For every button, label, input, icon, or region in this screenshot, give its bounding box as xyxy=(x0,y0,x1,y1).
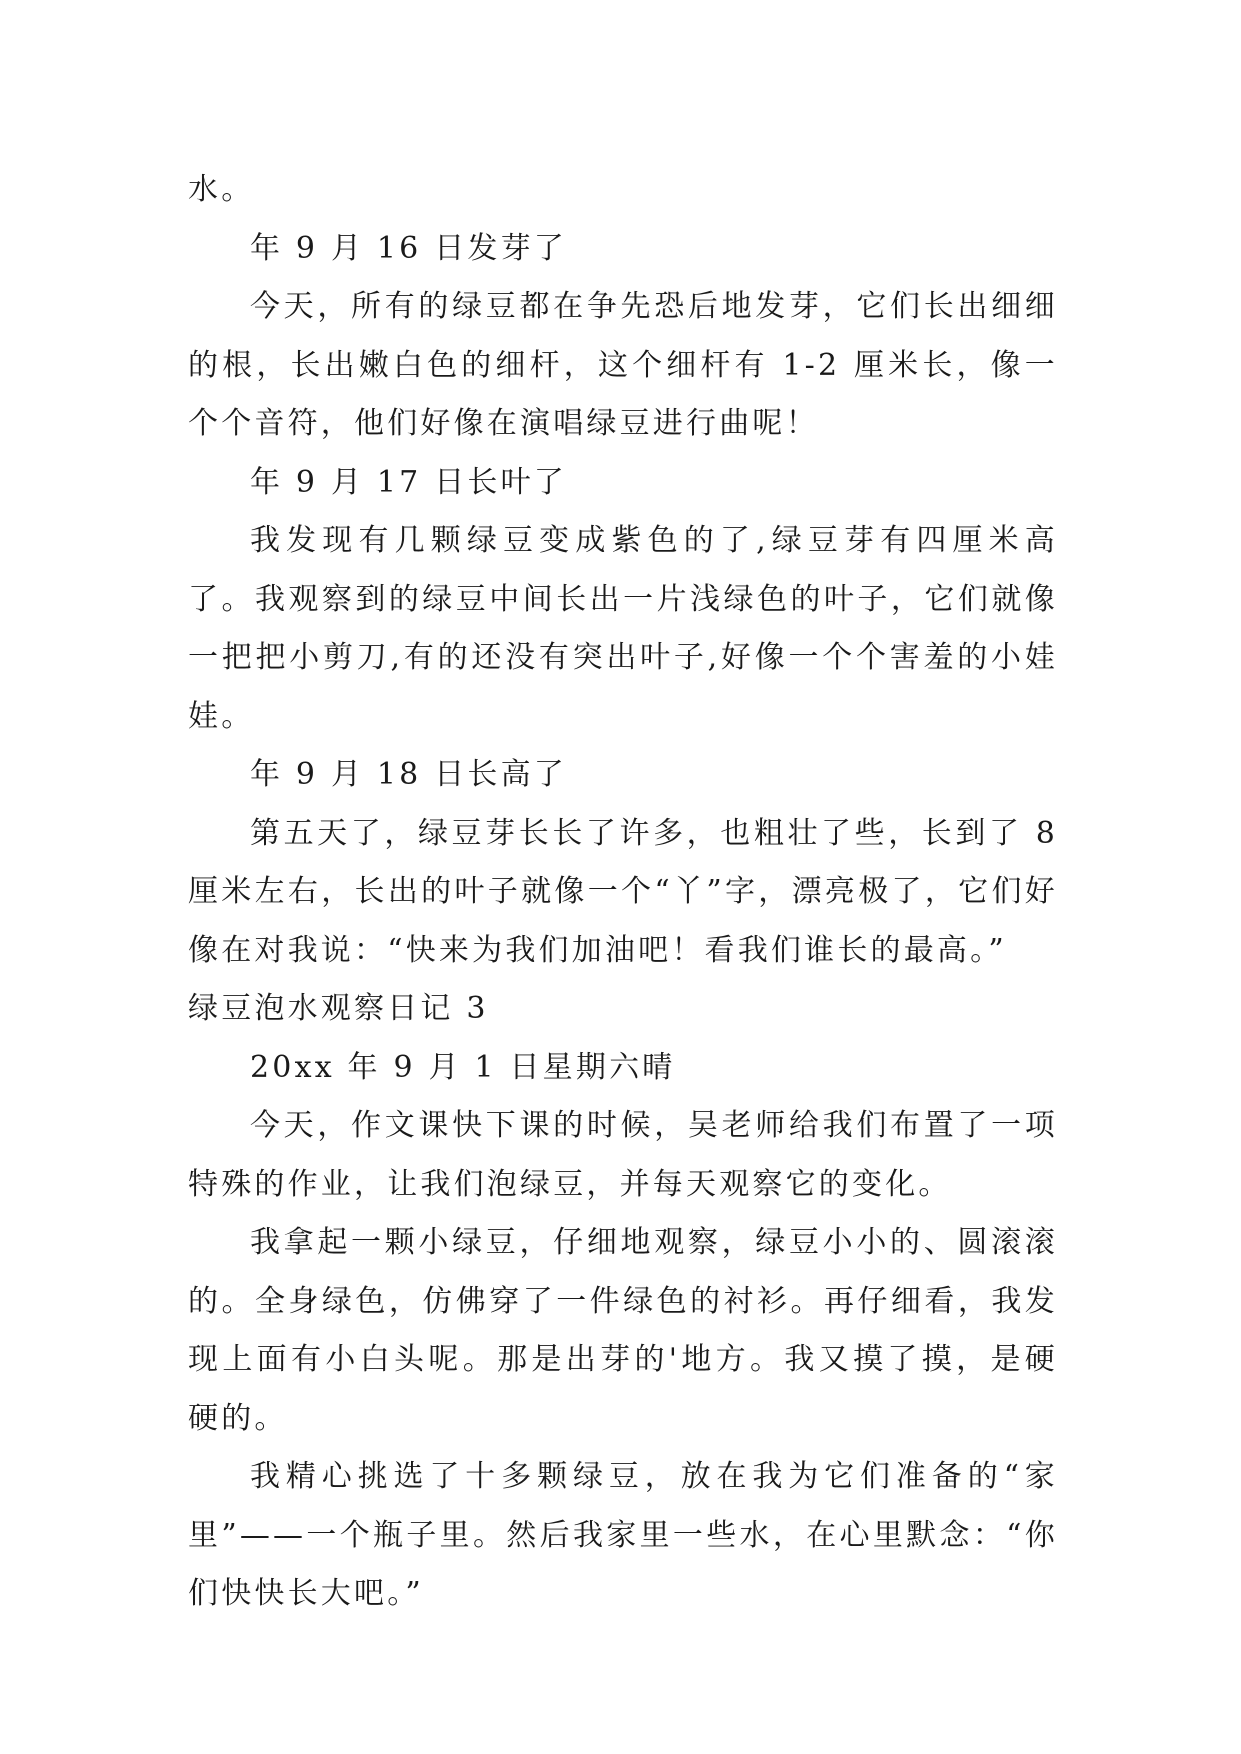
paragraph: 我发现有几颗绿豆变成紫色的了,绿豆芽有四厘米高了。我观察到的绿豆中间长出一片浅绿色的叶子，它们就像一把把小剪刀,有的还没有突出叶子,好像一个个害羞的小娃娃。 xyxy=(188,523,1058,734)
paragraph: 今天，所有的绿豆都在争先恐后地发芽，它们长出细细的根，长出嫩白色的细杆，这个细杆有 1-2 厘米长，像一个个音符，他们好像在演唱绿豆进行曲呢！ xyxy=(188,289,1058,441)
section-title: 绿豆泡水观察日记 3 xyxy=(188,991,489,1026)
paragraph-continuation: 水。 xyxy=(188,172,255,207)
paragraph: 我拿起一颗小绿豆，仔细地观察，绿豆小小的、圆滚滚的。全身绿色，仿佛穿了一件绿色的衬衫。再仔细看，我发现上面有小白头呢。那是出芽的'地方。我又摸了摸，是硬硬的。 xyxy=(188,1225,1058,1436)
diary-date-heading: 年 9 月 17 日长叶了 xyxy=(250,464,568,500)
paragraph: 今天，作文课快下课的时候，吴老师给我们布置了一项特殊的作业，让我们泡绿豆，并每天观察它的变化。 xyxy=(188,1108,1058,1202)
paragraph: 第五天了，绿豆芽长长了许多，也粗壮了些，长到了 8 厘米左右，长出的叶子就像一个“丫”字，漂亮极了，它们好像在对我说：“快来为我们加油吧！看我们谁长的最高。” xyxy=(188,815,1058,968)
diary-date-heading: 年 9 月 16 日发芽了 xyxy=(250,230,568,266)
paragraph: 我精心挑选了十多颗绿豆，放在我为它们准备的“家里”——一个瓶子里。然后我家里一些水，在心里默念：“你们快快长大吧。” xyxy=(188,1459,1058,1611)
diary-date-heading: 20xx 年 9 月 1 日星期六晴 xyxy=(250,1049,676,1085)
diary-date-heading: 年 9 月 18 日长高了 xyxy=(250,757,568,792)
document-page xyxy=(188,161,1058,1624)
